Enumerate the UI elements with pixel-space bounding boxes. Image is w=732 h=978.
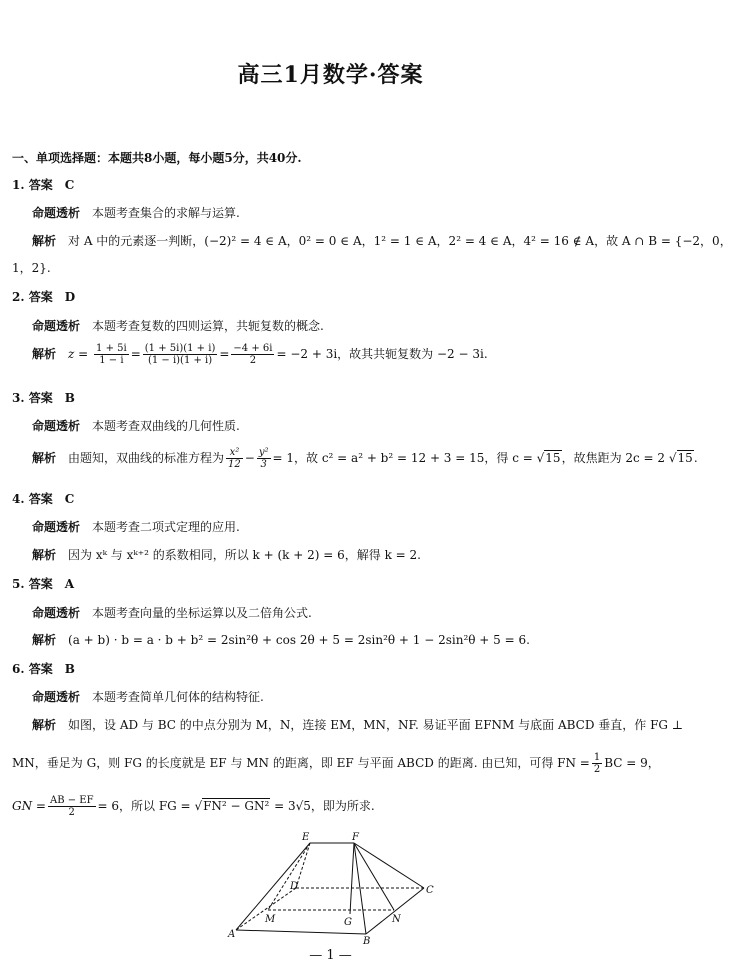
label-C: C bbox=[426, 885, 434, 896]
geometry-figure bbox=[228, 826, 438, 947]
q6-gn: GN = bbox=[12, 799, 46, 813]
label-jiexi: 解析 bbox=[32, 548, 57, 562]
q5-solution bbox=[32, 632, 530, 648]
label-F: F bbox=[352, 832, 359, 843]
q3-frac-1: $\frac{\text{x²}}{12}$ bbox=[228, 447, 241, 470]
q3-mid: = 1，故 c² = a² + b² = 12 + 3 = 15，得 c = bbox=[272, 451, 533, 465]
label-mingti: 命题透析 bbox=[32, 319, 81, 333]
q4-jx-text: 因为 xᵏ 与 xᵏ⁺² 的系数相同，所以 k + (k + 2) = 6，解得 k = 2. bbox=[68, 548, 421, 562]
q1-jx-text: 对 A 中的元素逐一判断，(−2)² = 4 ∈ A，0² = 0 ∈ A，1² = 1 ∈ A，2² = 4 ∈ A，4² = 16 ∉ A，故 A ∩ B = {−2，0， bbox=[68, 234, 732, 248]
section-heading: 一、单项选择题：本题共8小题，每小题5分，共40分. bbox=[12, 151, 302, 165]
label-jiexi: 解析 bbox=[32, 234, 57, 248]
q6-analysis bbox=[32, 689, 264, 705]
q6-solution-line3: GN = $\frac{AB - EF}{2}$ = 6，所以 FG = √FN² − GN² = 3√5，即为所求. bbox=[12, 795, 375, 818]
q2-frac-1: $\frac{1 + 5i}{1 - i}$ bbox=[96, 343, 127, 366]
q1-mt-text: 本题考查集合的求解与运算. bbox=[92, 206, 240, 220]
label-mingti: 命题透析 bbox=[32, 419, 81, 433]
label-jiexi: 解析 bbox=[32, 718, 57, 732]
label-mingti: 命题透析 bbox=[32, 606, 81, 620]
q3-mt-text: 本题考查双曲线的几何性质. bbox=[92, 419, 240, 433]
segment-FG bbox=[350, 843, 354, 914]
q4-answer: 4. 答案 C bbox=[12, 492, 75, 506]
label-D: D bbox=[290, 881, 299, 892]
q4-mt-text: 本题考查二项式定理的应用. bbox=[92, 520, 240, 534]
q4-solution bbox=[32, 547, 421, 563]
q3-mid2: ，故焦距为 2c = 2 bbox=[561, 451, 666, 465]
q3-end: . bbox=[693, 451, 698, 465]
q2-solution: 解析 z = $\frac{1 + 5i}{1 - i}$ = $\frac{(1 + 5i)(1 + i)}{(1 - i)(1 + i)}$ = $\frac{-4 + 6i}{2}$ = −2 + 3i，故其共轭复数为 −2 − 3i. bbox=[32, 343, 488, 366]
edge-FC bbox=[354, 843, 424, 888]
q5-jx-text: (a + b) · b = a · b + b² = 2sin²θ + cos 2θ + 5 = 2sin²θ + 1 − 2sin²θ + 5 = 6. bbox=[68, 633, 530, 647]
q2-z: z = bbox=[68, 347, 89, 361]
q6-root: FN² − GN² bbox=[203, 799, 270, 813]
q3-solution: 解析 由题知，双曲线的标准方程为 $\frac{\text{x²}}{12}$ − $\frac{\text{y²}}{3}$ = 1，故 c² = a² + b² = 12 + 3 = 15，得 c = √15，故焦距为 2c = 2 √15. bbox=[32, 447, 698, 470]
q3-root-2: 15 bbox=[677, 451, 693, 465]
edge-ED bbox=[296, 843, 310, 888]
q6-line3-b: = 3√5，即为所求. bbox=[274, 799, 375, 813]
q1-analysis bbox=[32, 205, 240, 221]
q2-frac-3: $\frac{-4 + 6i}{2}$ bbox=[233, 343, 273, 366]
label-N: N bbox=[392, 914, 401, 925]
q6-mt-text: 本题考查简单几何体的结构特征. bbox=[92, 690, 264, 704]
label-G: G bbox=[344, 917, 352, 928]
q6-answer: 6. 答案 B bbox=[12, 662, 75, 676]
segment-EM bbox=[268, 843, 310, 910]
q5-answer: 5. 答案 A bbox=[12, 577, 75, 591]
q6-line2-b: BC = 9， bbox=[604, 756, 660, 770]
label-mingti: 命题透析 bbox=[32, 690, 81, 704]
q5-mt-text: 本题考查向量的坐标运算以及二倍角公式. bbox=[92, 606, 312, 620]
q2-answer: 2. 答案 D bbox=[12, 290, 76, 304]
q3-analysis bbox=[32, 418, 240, 434]
page-title: 高三1月数学·答案 bbox=[237, 62, 424, 88]
edge-BC bbox=[366, 888, 424, 934]
q3-frac-2: $\frac{\text{y²}}{3}$ bbox=[258, 447, 269, 470]
edge-AB bbox=[236, 930, 366, 934]
q3-root-1: 15 bbox=[545, 451, 561, 465]
q2-mt-text: 本题考查复数的四则运算，共轭复数的概念. bbox=[92, 319, 324, 333]
q6-solution bbox=[32, 717, 683, 733]
q6-frac-half: $\frac{1}{2}$ bbox=[593, 752, 601, 775]
q5-analysis bbox=[32, 605, 312, 621]
q2-tail: = −2 + 3i，故其共轭复数为 −2 − 3i. bbox=[276, 347, 488, 361]
q6-frac-gn: $\frac{AB - EF}{2}$ bbox=[49, 795, 94, 818]
q3-pre: 由题知，双曲线的标准方程为 bbox=[68, 451, 225, 465]
q3-answer: 3. 答案 B bbox=[12, 391, 75, 405]
label-jiexi: 解析 bbox=[32, 347, 57, 361]
label-A: A bbox=[228, 929, 236, 940]
label-jiexi: 解析 bbox=[32, 451, 57, 465]
q2-analysis bbox=[32, 318, 324, 334]
q1-solution-cont: 1，2}. bbox=[12, 261, 51, 275]
edge-FB bbox=[354, 843, 366, 934]
label-E: E bbox=[302, 832, 310, 843]
q6-solution-line2 bbox=[12, 752, 660, 775]
label-M: M bbox=[265, 914, 276, 925]
label-mingti: 命题透析 bbox=[32, 520, 81, 534]
label-B: B bbox=[363, 936, 371, 947]
q6-line3-a: = 6，所以 FG = bbox=[97, 799, 191, 813]
q4-analysis bbox=[32, 519, 240, 535]
q1-solution bbox=[32, 233, 732, 249]
segment-FN bbox=[354, 843, 394, 910]
page-number: — 1 — bbox=[309, 948, 352, 963]
q6-jx-text: 如图，设 AD 与 BC 的中点分别为 M，N，连接 EM，MN，NF. 易证平面 EFNM 与底面 ABCD 垂直，作 FG ⊥ bbox=[68, 718, 684, 732]
q6-line2-a: MN，垂足为 G，则 FG 的长度就是 EF 与 MN 的距离，即 EF 与平面 ABCD 的距离. 由已知，可得 FN = bbox=[12, 756, 590, 770]
label-jiexi: 解析 bbox=[32, 633, 57, 647]
q2-frac-2: $\frac{(1 + 5i)(1 + i)}{(1 - i)(1 + i)}$ bbox=[144, 343, 216, 366]
q1-answer: 1. 答案 C bbox=[12, 178, 75, 192]
label-mingti: 命题透析 bbox=[32, 206, 81, 220]
